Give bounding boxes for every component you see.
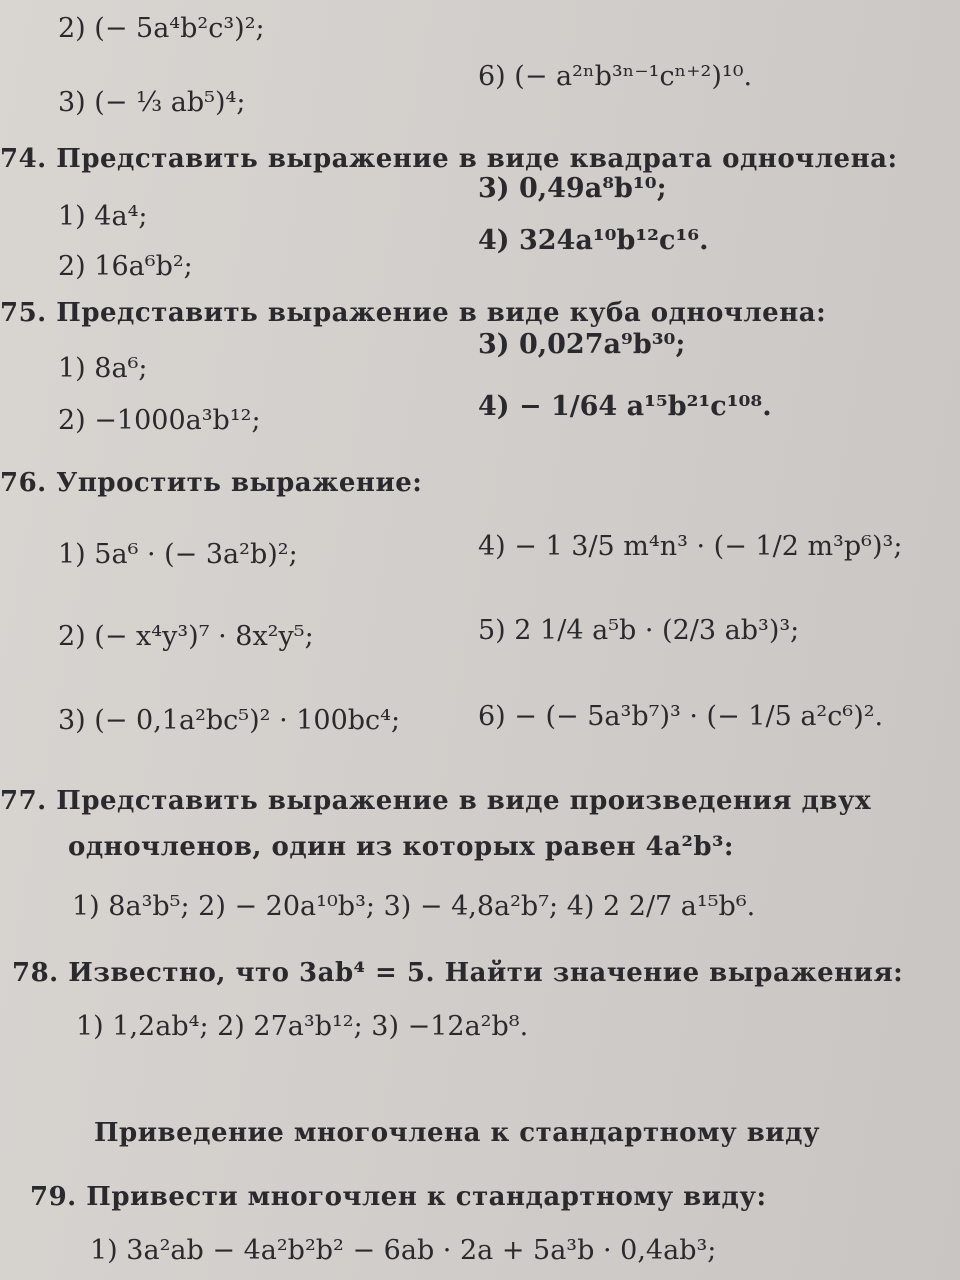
- p76-3: 3) (− 0,1a²bc⁵)² · 100bc⁴;: [58, 705, 401, 736]
- p74-title: 74. Представить выражение в виде квадрата одночлена:: [0, 144, 898, 174]
- p74-2: 2) 16a⁶b²;: [58, 251, 193, 282]
- p75-3: 3) 0,027a⁹b³⁰;: [478, 329, 686, 360]
- p74-4: 4) 324a¹⁰b¹²c¹⁶.: [478, 225, 709, 256]
- p77-items: 1) 8a³b⁵; 2) − 20a¹⁰b³; 3) − 4,8a²b⁷; 4) 2 2/7 a¹⁵b⁶.: [72, 891, 756, 922]
- p76-title: 76. Упростить выражение:: [0, 468, 423, 498]
- p75-title: 75. Представить выражение в виде куба одночлена:: [0, 298, 827, 328]
- p78-items: 1) 1,2ab⁴; 2) 27a³b¹²; 3) −12a²b⁸.: [76, 1011, 529, 1042]
- p79-1: 1) 3a²ab − 4a²b²b² − 6ab · 2a + 5a³b · 0,4ab³;: [90, 1235, 717, 1266]
- prev-6: 6) (− a²ⁿb³ⁿ⁻¹cⁿ⁺²)¹⁰.: [478, 61, 753, 92]
- p76-2: 2) (− x⁴y³)⁷ · 8x²y⁵;: [58, 621, 314, 652]
- p74-3: 3) 0,49a⁸b¹⁰;: [478, 173, 667, 204]
- p76-4: 4) − 1 3/5 m⁴n³ · (− 1/2 m³p⁶)³;: [478, 531, 903, 562]
- p78-title: 78. Известно, что 3ab⁴ = 5. Найти значение выражения:: [12, 958, 904, 988]
- p75-4: 4) − 1/64 a¹⁵b²¹c¹⁰⁸.: [478, 391, 772, 422]
- p76-6: 6) − (− 5a³b⁷)³ · (− 1/5 a²c⁶)².: [478, 701, 884, 732]
- prev-3: 3) (− ⅓ ab⁵)⁴;: [58, 87, 246, 118]
- p79-title: 79. Привести многочлен к стандартному виду:: [30, 1182, 767, 1212]
- section-heading: Приведение многочлена к стандартному виду: [94, 1118, 821, 1148]
- prev-2: 2) (− 5a⁴b²c³)²;: [58, 13, 265, 44]
- p77-title: 77. Представить выражение в виде произведения двух: [0, 786, 872, 816]
- p75-1: 1) 8a⁶;: [58, 353, 148, 384]
- p76-5: 5) 2 1/4 a⁵b · (2/3 ab³)³;: [478, 615, 800, 646]
- p74-1: 1) 4a⁴;: [58, 201, 148, 232]
- p75-2: 2) −1000a³b¹²;: [58, 405, 261, 436]
- p77-title2: одночленов, один из которых равен 4a²b³:: [68, 832, 735, 862]
- p76-1: 1) 5a⁶ · (− 3a²b)²;: [58, 539, 298, 570]
